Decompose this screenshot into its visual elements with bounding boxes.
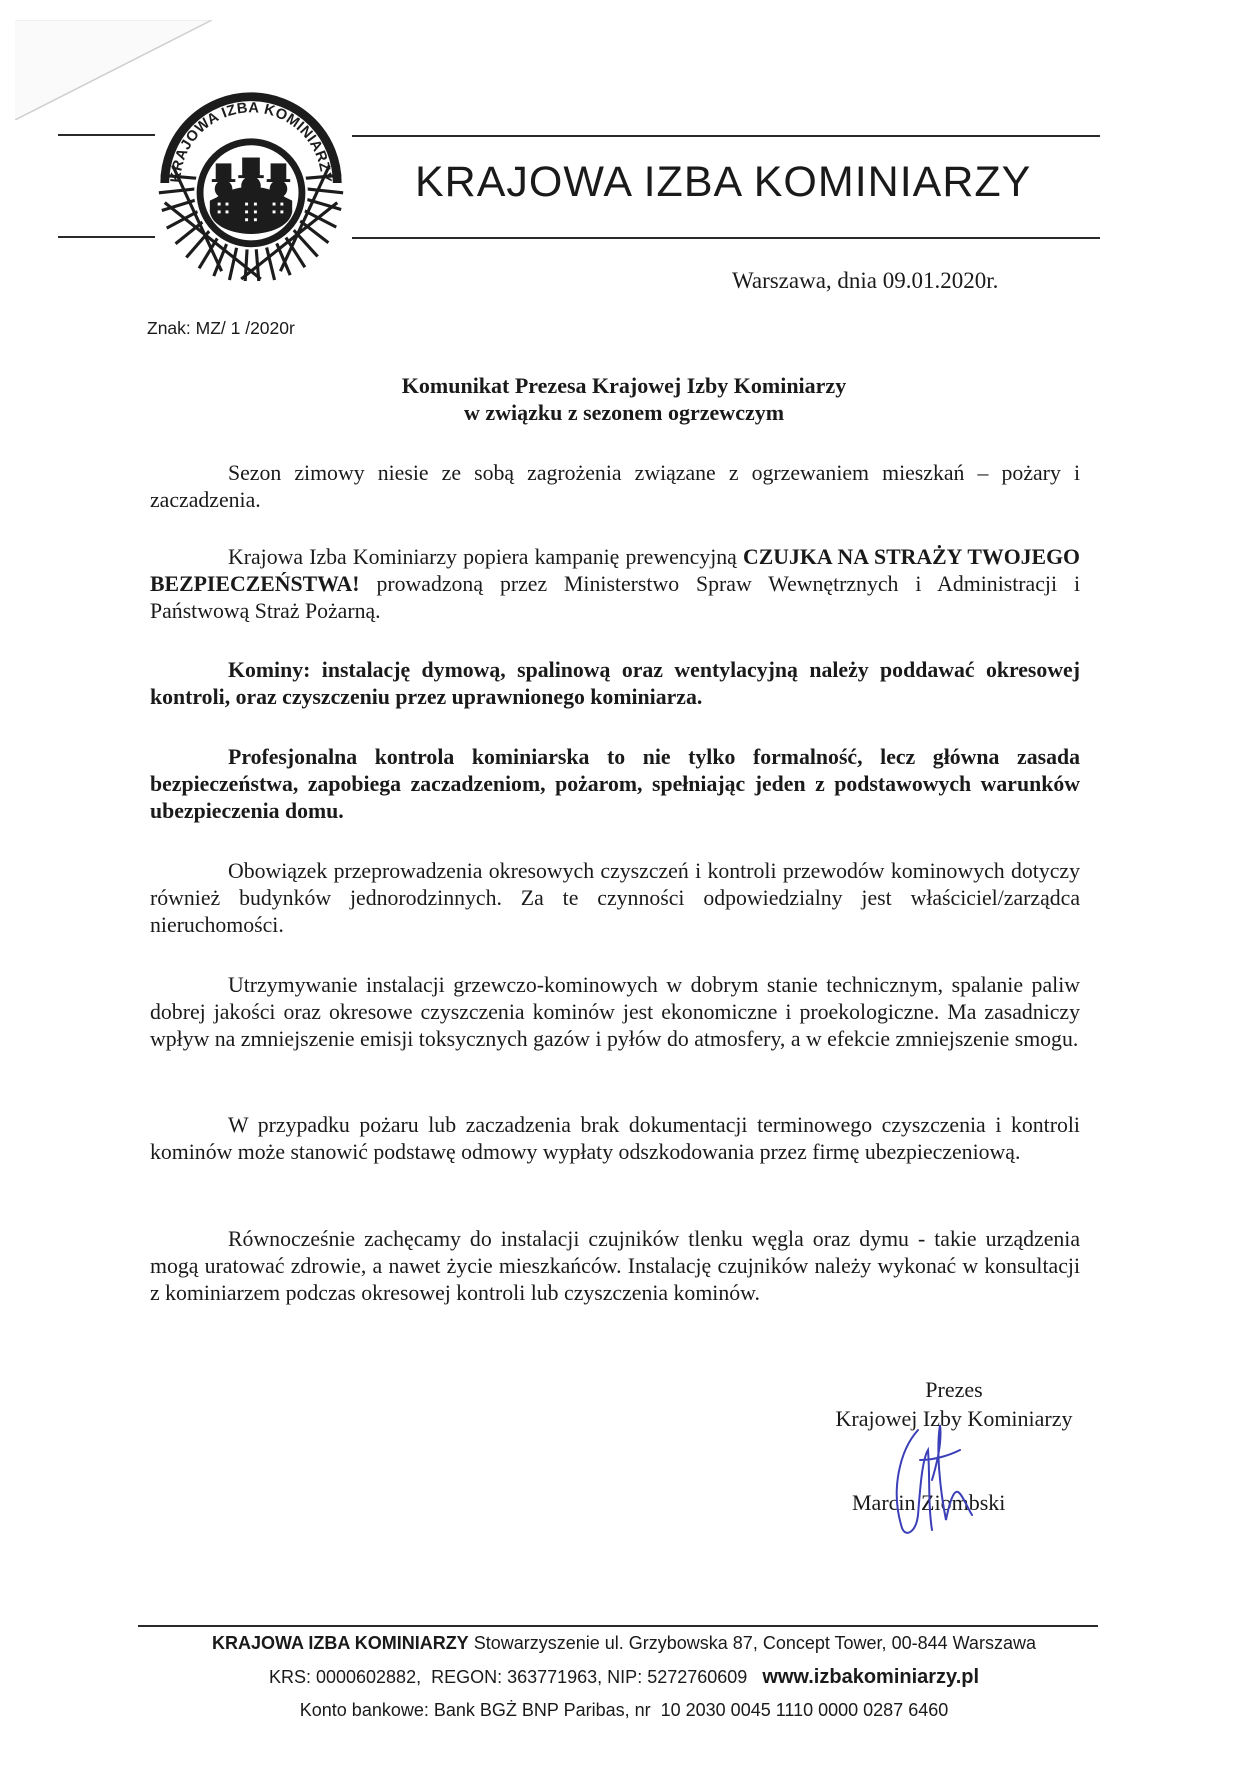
footer-website-link[interactable]: www.izbakominiarzy.pl	[762, 1666, 980, 1688]
paragraph-2-intro: Krajowa Izba Kominiarzy popiera kampanię prewencyjną	[228, 545, 743, 569]
paragraph-6: Utrzymywanie instalacji grzewczo-kominowych w dobrym stanie technicznym, spalanie paliw dobrej jakości oraz okresowe czyszczenia kominów jest ekonomiczne i proekologiczne. Ma zasadniczy wpływ na zmniejszenie emisji toksycznych gazów i pyłów do atmosfery, a w efekcie zmniejszenie smogu.	[150, 973, 1080, 1051]
paragraph-5: Obowiązek przeprowadzenia okresowych czyszczeń i kontroli przewodów kominowych dotyczy również budynków jednorodzinnych. Za te czynności odpowiedzialny jest właściciel/zarządca nieruchomości.	[150, 859, 1080, 937]
header-rule-left-top	[58, 134, 155, 136]
paragraph-8: Równocześnie zachęcamy do instalacji czujników tlenku węgla oraz dymu - takie urządzenia mogą uratować zdrowie, a nawet życie mieszkańców. Instalację czujników należy wykonać w konsultacji z kominiarzem podczas okresowej kontroli lub czyszczenia kominów.	[150, 1227, 1080, 1305]
paragraph-2	[150, 544, 1080, 625]
reference-number: Znak: MZ/ 1 /2020r	[147, 318, 295, 338]
signatory-role: Prezes	[925, 1377, 983, 1402]
signatory-name: Marcin Ziombski	[852, 1490, 1006, 1515]
paragraph-3: Kominy: instalację dymową, spalinową oraz wentylacyjną należy poddawać okresowej kontroli, oraz czyszczeniu przez uprawnionego kominiarza.	[150, 658, 1080, 709]
signatory-organization: Krajowej Izby Kominiarzy	[835, 1406, 1073, 1431]
header-rule-right-top	[352, 135, 1100, 137]
place-and-date: Warszawa, dnia 09.01.2020r.	[732, 268, 999, 293]
svg-text:KRAJOWA IZBA KOMINIARZY: KRAJOWA IZBA KOMINIARZY	[168, 100, 334, 184]
footer-address: Stowarzyszenie ul. Grzybowska 87, Concept Tower, 00-844 Warszawa	[468, 1633, 1036, 1653]
heading-line-2: w związku z sezonem ogrzewczym	[463, 400, 785, 425]
organization-title: KRAJOWA IZBA KOMINIARZY	[415, 158, 1032, 206]
document-heading	[0, 372, 1248, 426]
paragraph-4: Profesjonalna kontrola kominiarska to nie tylko formalność, lecz główna zasada bezpieczeństwa, zapobiega zaczadzeniom, pożarom, spełniając jeden z podstawowych warunków ubezpieczenia domu.	[150, 745, 1080, 823]
campaign-name: CZUJKA NA STRAŻY TWOJEGO BEZPIECZEŃSTWA!	[150, 545, 1080, 596]
handwritten-signature-icon	[880, 1420, 1000, 1540]
header-rule-right-bottom	[352, 237, 1100, 239]
footer-rule	[138, 1625, 1098, 1627]
paragraph-1: Sezon zimowy niesie ze sobą zagrożenia związane z ogrzewaniem mieszkań – pożary i zaczadzenia.	[150, 461, 1080, 512]
footer-address-line	[0, 1633, 1248, 1654]
chimney-sweep-logo-icon	[153, 85, 349, 281]
heading-line-1: Komunikat Prezesa Krajowej Izby Kominiarzy	[401, 373, 847, 398]
footer-registry: KRS: 0000602882, REGON: 363771963, NIP: 5272760609	[268, 1667, 763, 1687]
paragraph-7: W przypadku pożaru lub zaczadzenia brak dokumentacji terminowego czyszczenia i kontroli kominów może stanowić podstawę odmowy wypłaty odszkodowania przez firmę ubezpieczeniową.	[150, 1113, 1080, 1164]
footer-registry-line	[0, 1666, 1248, 1689]
header-rule-left-bottom	[58, 236, 155, 238]
footer-bank-account: Konto bankowe: Bank BGŻ BNP Paribas, nr 10 2030 0045 1110 0000 0287 6460	[299, 1700, 949, 1720]
footer-org-name: KRAJOWA IZBA KOMINIARZY	[212, 1633, 469, 1653]
paragraph-2-rest: prowadzoną przez Ministerstwo Spraw Wewnętrznych i Administracji i Państwową Straż Pożarną.	[150, 572, 1080, 623]
